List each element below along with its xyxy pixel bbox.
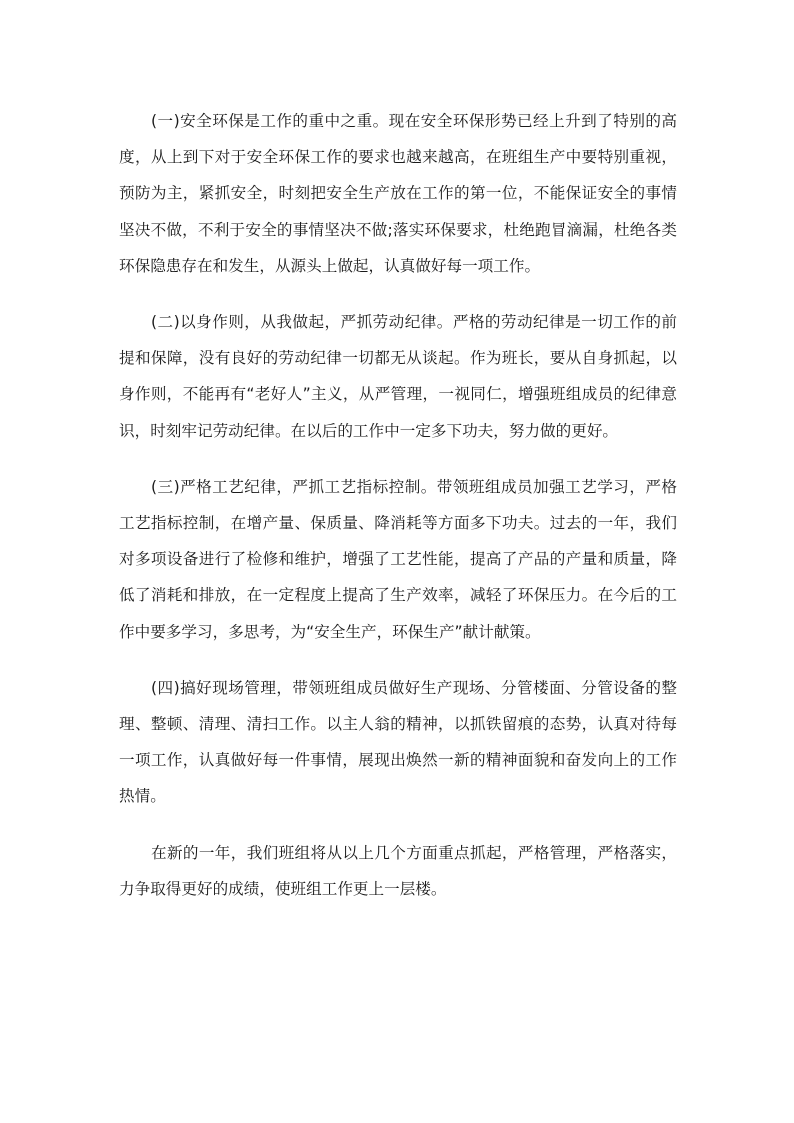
paragraph-process-discipline: (三)严格工艺纪律，严抓工艺指标控制。带领班组成员加强工艺学习，严格工艺指标控制，在增产量、保质量、降消耗等方面多下功夫。过去的一年，我们对多项设备进行了检修和维护，增强了工艺性能，提高了产品的产量和质量，降低了消耗和排放，在一定程度上提高了生产效率，减轻了环保压力。在今后的工作中要多学习，多思考，为“安全生产，环保生产”献计献策。 — [119, 477, 677, 641]
paragraph-site-management: (四)搞好现场管理，带领班组成员做好生产现场、分管楼面、分管设备的整理、整顿、清理、清扫工作。以主人翁的精神，以抓铁留痕的态势，认真对待每一项工作，认真做好每一件事情，展现出焕然一新的精神面貌和奋发向上的工作热情。 — [119, 678, 677, 806]
paragraph-labor-discipline: (二)以身作则，从我做起，严抓劳动纪律。严格的劳动纪律是一切工作的前提和保障，没有良好的劳动纪律一切都无从谈起。作为班长，要从自身抓起，以身作则，不能再有“老好人”主义，从严管理，一视同仁，增强班组成员的纪律意识，时刻牢记劳动纪律。在以后的工作中一定多下功夫，努力做的更好。 — [119, 313, 677, 440]
document-body — [119, 103, 677, 927]
paragraph-conclusion: 在新的一年，我们班组将从以上几个方面重点抓起，严格管理，严格落实，力争取得更好的成绩，使班组工作更上一层楼。 — [119, 843, 677, 898]
paragraph-safety-environment: (一)安全环保是工作的重中之重。现在安全环保形势已经上升到了特别的高度，从上到下对于安全环保工作的要求也越来越高，在班组生产中要特别重视，预防为主，紧抓安全，时刻把安全生产放在工作的第一位，不能保证安全的事情坚决不做，不利于安全的事情坚决不做;落实环保要求，杜绝跑冒滴漏，杜绝各类环保隐患存在和发生，从源头上做起，认真做好每一项工作。 — [119, 112, 677, 275]
